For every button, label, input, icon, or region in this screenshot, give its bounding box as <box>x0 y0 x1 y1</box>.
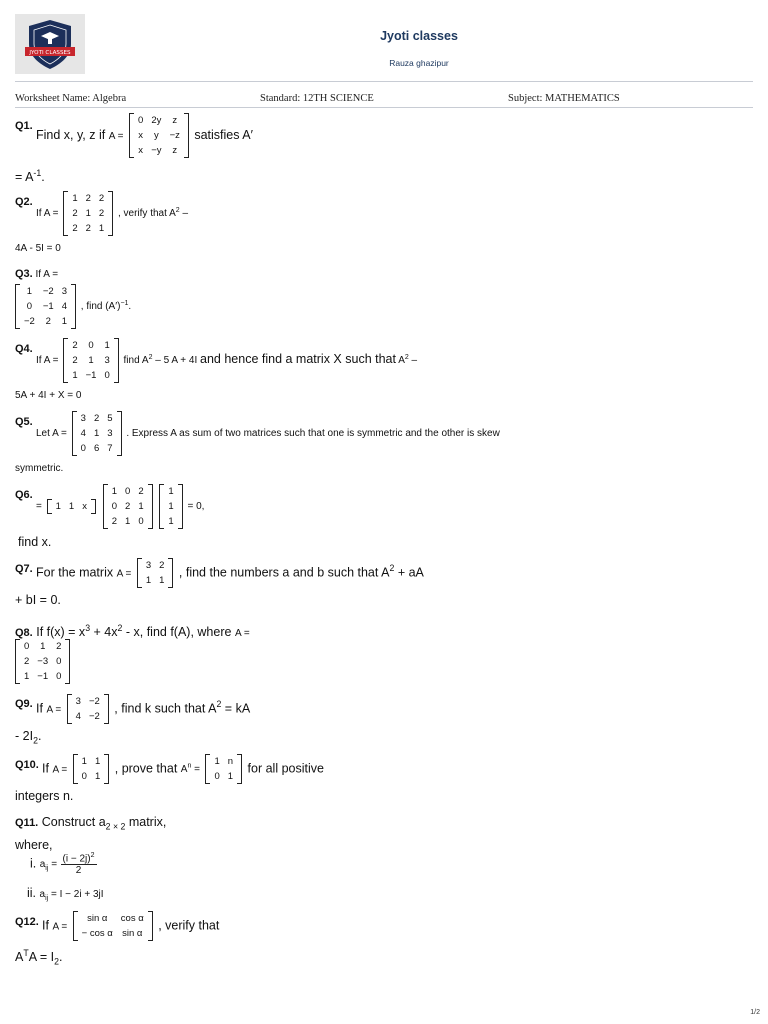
matrix: 1 1 0 1 <box>73 754 110 784</box>
school-name: Jyoti classes <box>380 29 458 43</box>
question-5-continued: symmetric. <box>15 463 64 474</box>
question-number: Q5. <box>15 416 33 428</box>
meta-divider <box>15 107 753 108</box>
question-number: Q10. <box>15 759 39 771</box>
question-number: Q6. <box>15 489 33 501</box>
matrix: 1 0 2 0 2 1 2 1 0 <box>103 484 153 529</box>
page-number: 1/2 <box>750 1009 760 1016</box>
question-3-intro: Q3. If A = <box>15 268 59 280</box>
matrix: sin α cos α − cos α sin α <box>73 911 153 941</box>
question-4: If A = 2 0 1 2 1 3 1 −1 0 find $A^2 - 5$ A + 4I and hence find a matrix X such that $A^2$ – <box>36 340 418 381</box>
question-11-part-i: i. $a_{ij}$ = $\frac{(i - 2j)^2}{2}$ <box>30 852 95 877</box>
question-number: Q7. <box>15 563 33 575</box>
standard: Standard: 12TH SCIENCE <box>260 93 374 104</box>
question-number: Q12. <box>15 916 39 928</box>
question-1: Find x, y, z if A = 0 2y z x y −z x −y z satisfies A′ <box>36 115 253 156</box>
school-location: Rauza ghazipur <box>389 58 449 68</box>
question-9: If A = 3 −2 4 −2 , find k such that $A^2$ = kA <box>36 696 251 722</box>
question-10: If A = 1 1 0 1 , prove that $A^n$ = 1 n 0 1 for all positive <box>42 756 324 782</box>
matrix: 2 0 1 2 1 3 1 −1 0 <box>63 338 118 383</box>
question-8: Q8. If $f(x) = x^3 + 4x^2 - x$, find f(A), where A = <box>15 623 250 640</box>
question-9-continued: - $2I_2$. <box>15 729 42 746</box>
question-6: = 1 1 x 1 0 2 0 2 1 2 1 0 1 1 1 = 0, <box>36 486 205 527</box>
question-number: Q4. <box>15 343 33 355</box>
question-7-continued: + bI = 0. <box>15 593 61 607</box>
row-matrix: 1 1 x <box>47 499 96 514</box>
header-divider <box>15 81 753 82</box>
question-1-continued: = $A^{-1}$. <box>15 168 45 185</box>
question-11-continued: where, <box>15 838 53 852</box>
question-5: Let A = 3 2 5 4 1 3 0 6 7 . Express A as sum of two matrices such that one is symmetric and the other is skew <box>36 413 500 454</box>
matrix: 3 2 5 4 1 3 0 6 7 <box>72 411 122 456</box>
matrix: 1 −2 3 0 −1 4 −2 2 1 <box>15 284 76 329</box>
question-number: Q1. <box>15 120 33 132</box>
question-number: Q9. <box>15 698 33 710</box>
matrix: 0 1 2 2 −3 0 1 −1 0 <box>15 639 70 684</box>
question-2: If A = 1 2 2 2 1 2 2 2 1 , verify that $A^2$ – <box>36 193 189 234</box>
question-6-continued: find x. <box>18 535 52 549</box>
worksheet-name: Worksheet Name: Algebra <box>15 93 127 104</box>
svg-text:JYOTI CLASSES: JYOTI CLASSES <box>29 50 71 56</box>
question-10-continued: integers n. <box>15 789 74 803</box>
matrix: 1 2 2 2 1 2 2 2 1 <box>63 191 113 236</box>
question-11-part-ii: ii. $a_{ij} = I - 2i + 3jI$ <box>27 886 104 902</box>
question-4-continued: 5A + 4I + X = 0 <box>15 390 82 401</box>
matrix: 0 2y z x y −z x −y z <box>129 113 189 158</box>
fraction: $\frac{(i - 2j)^2}{2}$ <box>62 852 95 877</box>
question-8-matrix <box>13 639 72 684</box>
matrix: 3 −2 4 −2 <box>67 694 109 724</box>
column-matrix: 1 1 1 <box>159 484 182 529</box>
question-2-continued: 4A - 5I = 0 <box>15 243 61 254</box>
question-3: 1 −2 3 0 −1 4 −2 2 1 , find $(A')^{-1}$. <box>13 284 131 329</box>
matrix: 3 2 1 1 <box>137 558 174 588</box>
subject: Subject: MATHEMATICS <box>508 93 620 104</box>
question-11: Q11. Construct $a_{2 \times 2}$ matrix, <box>15 815 167 832</box>
question-12-continued: $A^TA = I_2$. <box>15 948 63 967</box>
matrix: 1 n 0 1 <box>205 754 242 784</box>
question-number: Q2. <box>15 196 33 208</box>
question-7: For the matrix A = 3 2 1 1 , find the numbers a and b such that $A^2$ + aA <box>36 560 424 586</box>
question-12: If A = sin α cos α − cos α sin α , verify that <box>42 913 220 939</box>
